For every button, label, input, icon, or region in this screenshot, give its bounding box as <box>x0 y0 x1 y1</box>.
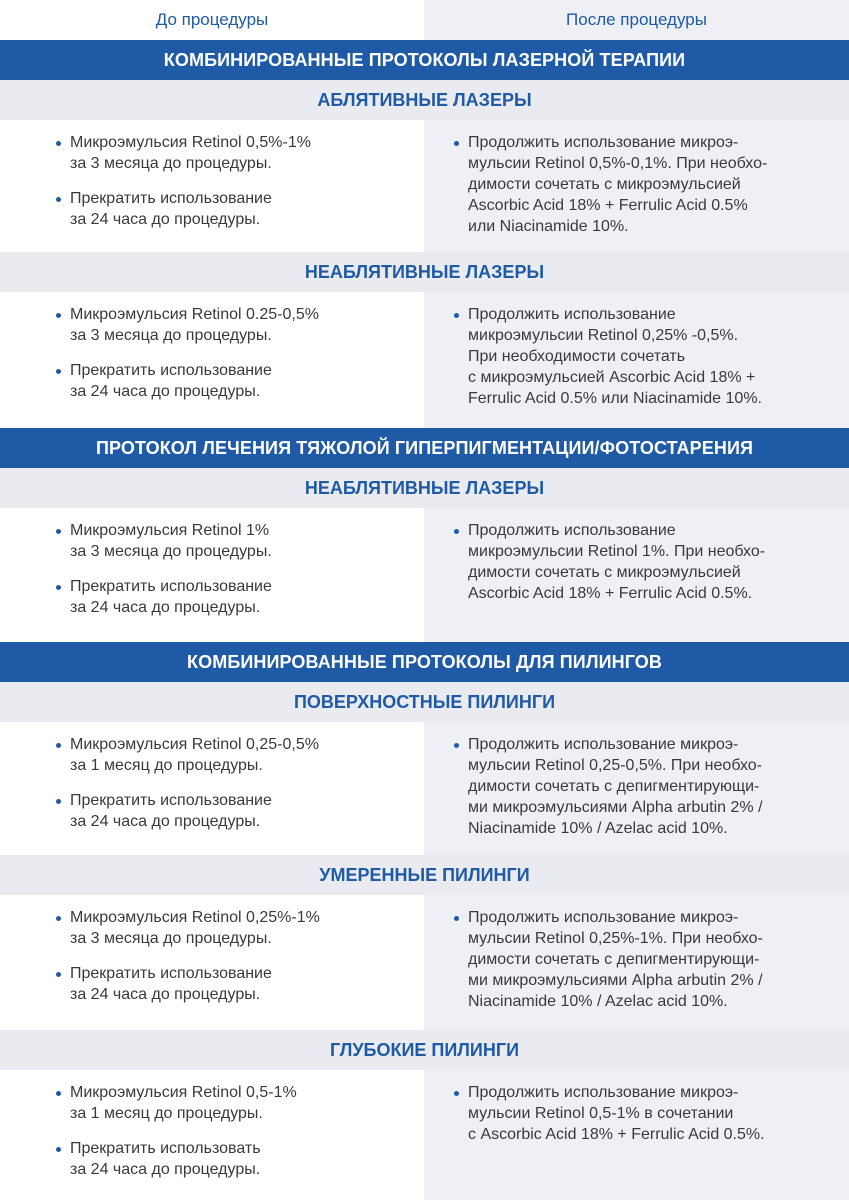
group-content <box>0 722 849 855</box>
after-procedure-cell <box>424 722 849 855</box>
before-procedure-cell <box>0 508 424 642</box>
bullet-item: Продолжить использование микроэмульсии Retinol 0,25% -0,5%. При необходимости сочетать с микроэмульсией Ascorbic Acid 18% + Ferrulic Acid 0.5% или Niacinamide 10%. <box>454 304 849 409</box>
before-procedure-cell <box>0 292 424 428</box>
group-content <box>0 292 849 428</box>
bullet-item: Микроэмульсия Retinol 0,5-1% за 1 месяц до процедуры. <box>56 1082 424 1124</box>
section-title: КОМБИНИРОВАННЫЕ ПРОТОКОЛЫ ЛАЗЕРНОЙ ТЕРАПИИ <box>0 40 849 80</box>
group-subtitle: НЕАБЛЯТИВНЫЕ ЛАЗЕРЫ <box>0 252 849 292</box>
bullet-item: Прекратить использование за 24 часа до процедуры. <box>56 790 424 832</box>
section-title: КОМБИНИРОВАННЫЕ ПРОТОКОЛЫ ДЛЯ ПИЛИНГОВ <box>0 642 849 682</box>
group-subtitle: ПОВЕРХНОСТНЫЕ ПИЛИНГИ <box>0 682 849 722</box>
bullet-item: Микроэмульсия Retinol 0,25%-1% за 3 месяца до процедуры. <box>56 907 424 949</box>
after-procedure-cell <box>424 292 849 428</box>
group-content <box>0 1070 849 1200</box>
bullet-item: Прекратить использование за 24 часа до процедуры. <box>56 188 424 230</box>
before-procedure-cell <box>0 895 424 1030</box>
column-headers <box>0 0 849 40</box>
bullet-item: Продолжить использование микроэ- мульсии Retinol 0,25-0,5%. При необхо- димости сочетать с депигментирующи- ми микроэмульсиями Alpha arbutin 2% / Niacinamide 10% / Azelac acid 10%. <box>454 734 849 839</box>
after-procedure-cell <box>424 120 849 252</box>
bullet-item: Микроэмульсия Retinol 0,25-0,5% за 1 месяц до процедуры. <box>56 734 424 776</box>
after-column-header: После процедуры <box>566 10 707 29</box>
before-procedure-cell <box>0 1070 424 1200</box>
group-subtitle: ГЛУБОКИЕ ПИЛИНГИ <box>0 1030 849 1070</box>
bullet-item: Микроэмульсия Retinol 0,5%-1% за 3 месяца до процедуры. <box>56 132 424 174</box>
bullet-item: Продолжить использование микроэ- мульсии Retinol 0,5-1% в сочетании с Ascorbic Acid 18% + Ferrulic Acid 0.5%. <box>454 1082 849 1145</box>
bullet-item: Микроэмульсия Retinol 0.25-0,5% за 3 месяца до процедуры. <box>56 304 424 346</box>
bullet-item: Прекратить использовать за 24 часа до процедуры. <box>56 1138 424 1180</box>
group-content <box>0 508 849 642</box>
after-procedure-cell <box>424 895 849 1030</box>
group-content <box>0 120 849 252</box>
after-procedure-cell <box>424 508 849 642</box>
after-procedure-cell <box>424 1070 849 1200</box>
group-content <box>0 895 849 1030</box>
before-procedure-cell <box>0 120 424 252</box>
bullet-item: Продолжить использование микроэмульсии Retinol 1%. При необхо- димости сочетать с микроэмульсией Ascorbic Acid 18% + Ferrulic Acid 0.5%. <box>454 520 849 604</box>
bullet-item: Прекратить использование за 24 часа до процедуры. <box>56 576 424 618</box>
bullet-item: Прекратить использование за 24 часа до процедуры. <box>56 360 424 402</box>
group-subtitle: НЕАБЛЯТИВНЫЕ ЛАЗЕРЫ <box>0 468 849 508</box>
before-procedure-cell <box>0 722 424 855</box>
bullet-item: Продолжить использование микроэ- мульсии Retinol 0,5%-0,1%. При необхо- димости сочетать с микроэмульсией Ascorbic Acid 18% + Ferrulic Acid 0.5% или Niacinamide 10%. <box>454 132 849 237</box>
section-title: ПРОТОКОЛ ЛЕЧЕНИЯ ТЯЖОЛОЙ ГИПЕРПИГМЕНТАЦИИ/ФОТОСТАРЕНИЯ <box>0 428 849 468</box>
bullet-item: Продолжить использование микроэ- мульсии Retinol 0,25%-1%. При необхо- димости сочетать с депигментирующи- ми микроэмульсиями Alpha arbutin 2% / Niacinamide 10% / Azelac acid 10%. <box>454 907 849 1012</box>
group-subtitle: УМЕРЕННЫЕ ПИЛИНГИ <box>0 855 849 895</box>
before-column-header: До процедуры <box>155 10 269 29</box>
bullet-item: Микроэмульсия Retinol 1% за 3 месяца до процедуры. <box>56 520 424 562</box>
bullet-item: Прекратить использование за 24 часа до процедуры. <box>56 963 424 1005</box>
group-subtitle: АБЛЯТИВНЫЕ ЛАЗЕРЫ <box>0 80 849 120</box>
